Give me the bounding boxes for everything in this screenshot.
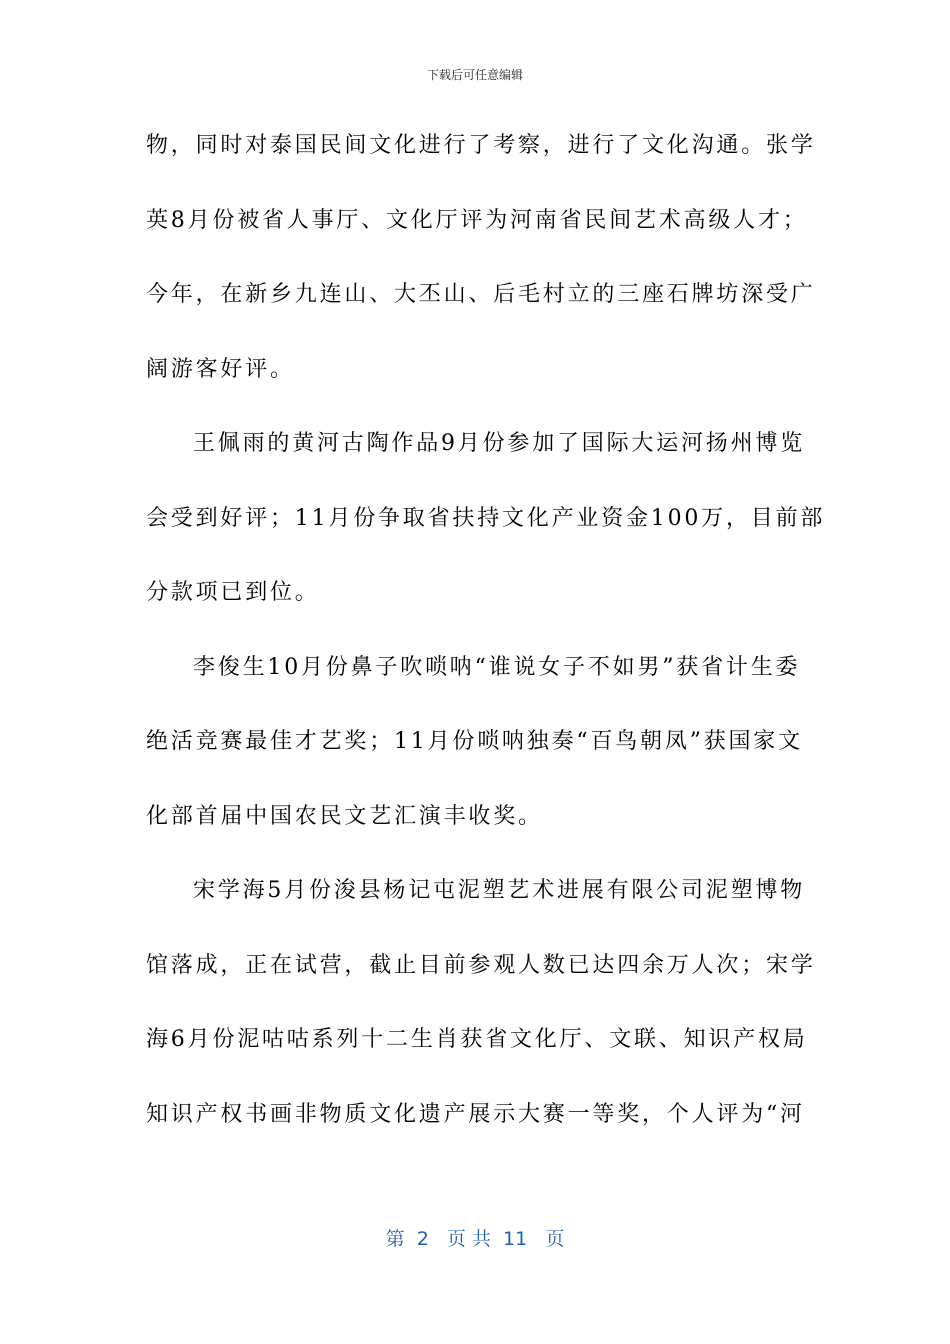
- text-line: 今年，在新乡九连山、大丕山、后毛村立的三座石牌坊深受广: [146, 282, 816, 307]
- text-line: 知识产权书画非物质文化遗产展示大赛一等奖，个人评为“河: [146, 1101, 805, 1127]
- text-line: 绝活竞赛最佳才艺奖；11月份唢呐独奏“百鸟朝凤”获国家文: [146, 729, 803, 754]
- page-header-note: 下载后可任意编辑: [426, 68, 523, 82]
- paragraph-2: [146, 426, 826, 650]
- paragraph-3: [146, 650, 806, 874]
- text-line: 李俊生10月份鼻子吹唢呐“谁说女子不如男”获省计生委: [193, 654, 801, 680]
- paragraph-1: [146, 128, 816, 426]
- text-line: 王佩雨的黄河古陶作品9月份参加了国际大运河扬州博览: [193, 431, 805, 456]
- text-line: 物，同时对泰国民间文化进行了考察，进行了文化沟通。张学: [146, 133, 816, 158]
- text-line: 化部首届中国农民文艺汇演丰收奖。: [146, 803, 543, 829]
- document-body: [146, 128, 826, 1171]
- text-line: 会受到好评；11月份争取省扶持文化产业资金100万，目前部: [146, 505, 826, 531]
- text-line: 馆落成，正在试营，截止目前参观人数已达四余万人次；宋学: [146, 952, 816, 978]
- text-line: 阔游客好评。: [146, 356, 295, 382]
- text-line: 英8月份被省人事厅、文化厅评为河南省民间艺术高级人才；: [146, 207, 808, 233]
- text-line: 海6月份泥咕咕系列十二生肖获省文化厅、文联、知识产权局: [146, 1027, 808, 1052]
- page-number-footer: 第 2 页 共 11 页: [385, 1228, 565, 1250]
- text-line: 分款项已到位。: [146, 580, 320, 605]
- text-line: 宋学海5月份浚县杨记屯泥塑艺术进展有限公司泥塑博物: [193, 878, 805, 903]
- paragraph-4: [146, 873, 816, 1171]
